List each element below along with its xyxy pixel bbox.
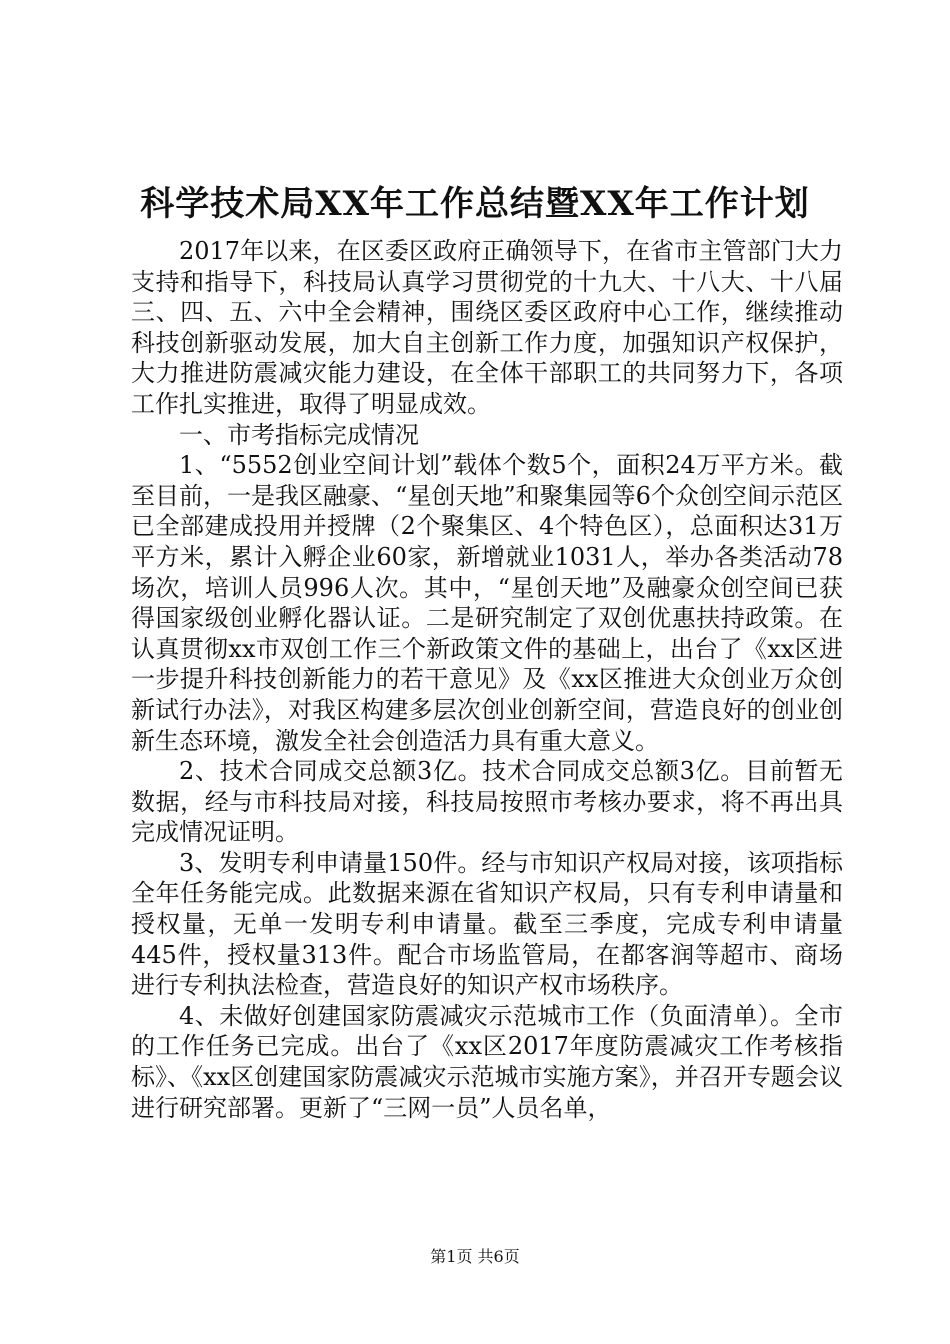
page-footer: 第1页 共6页 [430,1247,520,1266]
paragraph-item-3: 3、发明专利申请量150件。经与市知识产权局对接，该项指标全年任务能完成。此数据来源在省知识产权局，只有专利申请量和授权量，无单一发明专利申请量。截至三季度，完成专利申请量445件，授权量313件。配合市场监管局，在都客润等超市、商场进行专利执法检查，营造良好的知识产权市场秩序。 [131,848,843,1000]
paragraph-item-1: 1、“5552创业空间计划”载体个数5个，面积24万平方米。截至目前，一是我区融豪、“星创天地”和聚集园等6个众创空间示范区已全部建成投用并授牌（2个聚集区、4个特色区），总面积达31万平方米，累计入孵企业60家，新增就业1031人，举办各类活动78场次，培训人员996人次。其中，“星创天地”及融豪众创空间已获得国家级创业孵化器认证。二是研究制定了双创优惠扶持政策。在认真贯彻xx市双创工作三个新政策文件的基础上，出台了《xx区进一步提升科技创新能力的若干意见》及《xx区推进大众创业万众创新试行办法》，对我区构建多层次创业创新空间，营造良好的创业创新生态环境，激发全社会创造活力具有重大意义。 [131,451,843,755]
document-title: 科学技术局XX年工作总结暨XX年工作计划 [140,184,810,224]
document-body [131,236,843,1123]
paragraph-item-4: 4、未做好创建国家防震减灾示范城市工作（负面清单）。全市的工作任务已完成。出台了《xx区2017年度防震减灾工作考核指标》、《xx区创建国家防震减灾示范城市实施方案》，并召开专题会议进行研究部署。更新了“三网一员”人员名单， [131,1001,843,1122]
paragraph-item-2: 2、技术合同成交总额3亿。技术合同成交总额3亿。目前暂无数据，经与市科技局对接，科技局按照市考核办要求，将不再出具完成情况证明。 [131,757,843,847]
section-heading: 一、市考指标完成情况 [179,420,419,449]
paragraph-intro: 2017年以来，在区委区政府正确领导下，在省市主管部门大力支持和指导下，科技局认真学习贯彻党的十九大、十八大、十八届三、四、五、六中全会精神，围绕区委区政府中心工作，继续推动科技创新驱动发展，加大自主创新工作力度，加强知识产权保护，大力推进防震减灾能力建设，在全体干部职工的共同努力下，各项工作扎实推进，取得了明显成效。 [131,237,843,418]
